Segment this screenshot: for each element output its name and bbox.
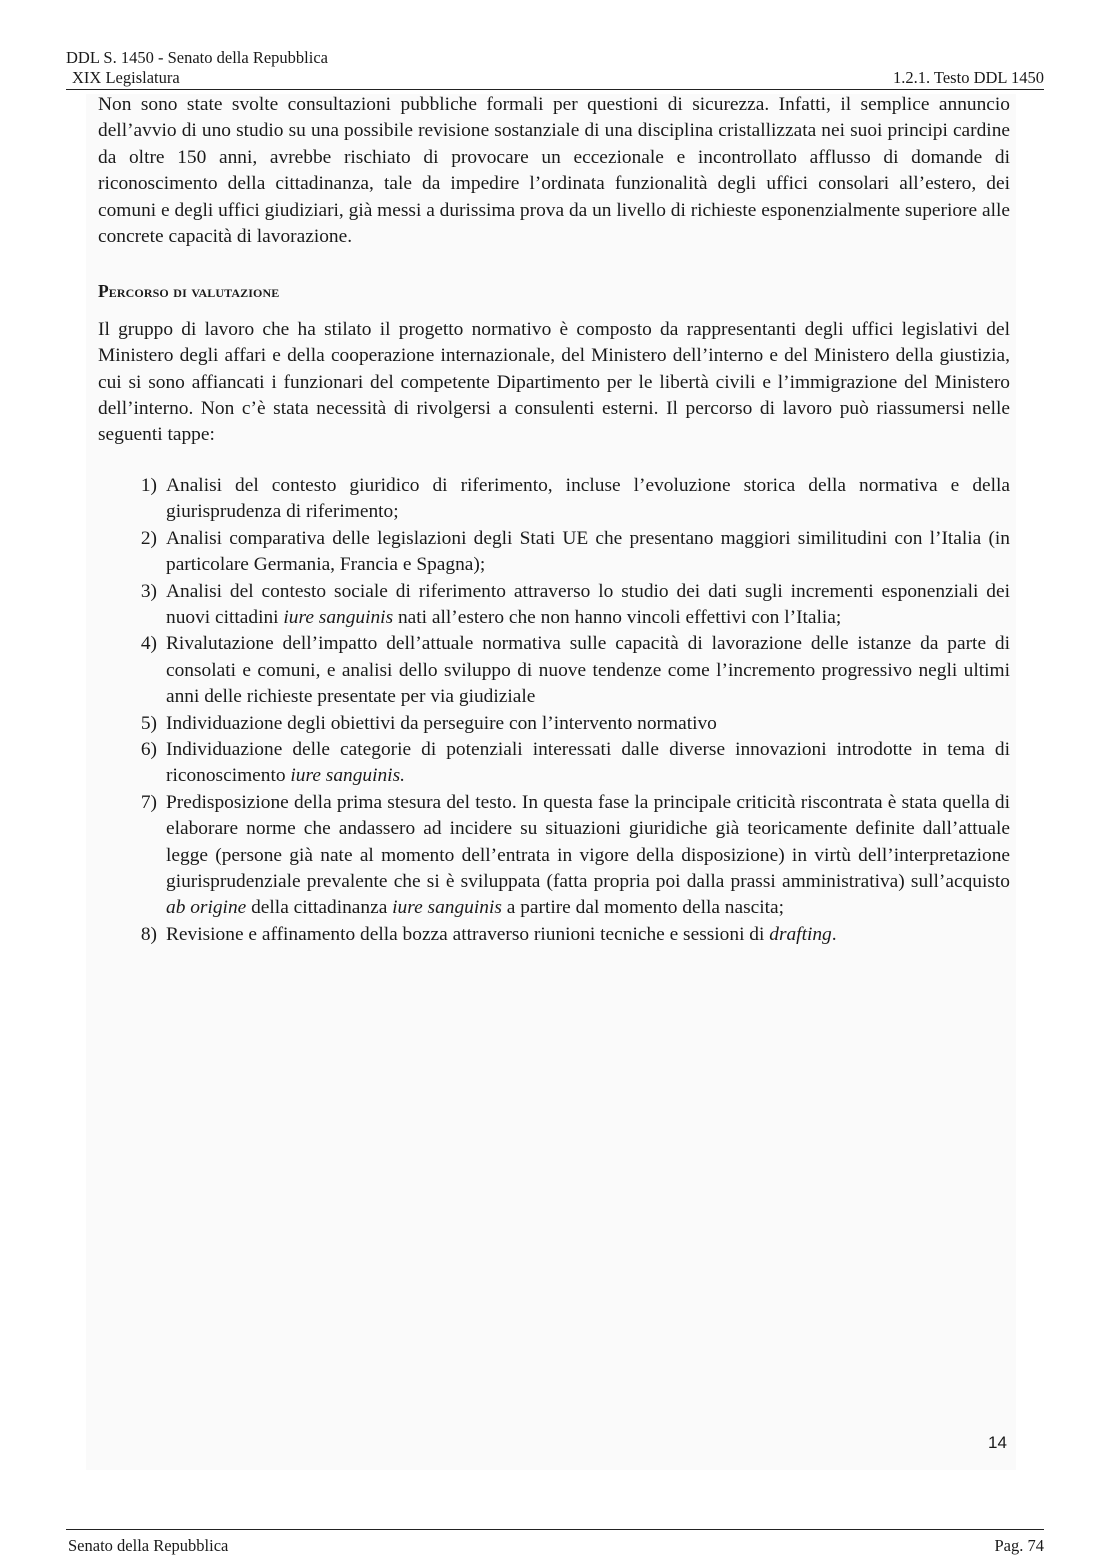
list-item-number: 6) bbox=[140, 738, 157, 760]
text-run: . bbox=[831, 923, 837, 945]
list-item-text bbox=[166, 526, 1010, 579]
section-paragraph: Il gruppo di lavoro che ha stilato il progetto normativo è composto da rappresentanti degli uffici legislativi del Ministero degli affari e della cooperazione internazionale, del Ministero dell’interno e del Ministero della giustizia, cui si sono affiancati i funzionari del competente Dipartimento per le libertà civili e l’immigrazione del Ministero dell’interno. Non c’è stata necessità di rivolgersi a consulenti esterni. Il percorso di lavoro può riassumersi nelle seguenti tappe: bbox=[98, 318, 1010, 446]
list-item-text bbox=[166, 711, 1010, 737]
list-item-text bbox=[166, 922, 1010, 948]
italic-term: iure sanguinis bbox=[283, 606, 394, 628]
list-item-number: 3) bbox=[140, 580, 157, 602]
list-item bbox=[98, 737, 1010, 790]
document-body bbox=[98, 92, 1010, 948]
list-item-text bbox=[166, 737, 1010, 790]
footer-publisher: Senato della Repubblica bbox=[68, 1536, 229, 1555]
list-item bbox=[98, 526, 1010, 579]
italic-term: iure sanguinis bbox=[392, 897, 502, 919]
list-item-number: 8) bbox=[140, 923, 157, 945]
list-item bbox=[98, 631, 1010, 710]
text-run: della cittadinanza bbox=[246, 897, 393, 919]
list-item-text bbox=[166, 790, 1010, 922]
list-item-number: 4) bbox=[140, 633, 157, 655]
list-item-number: 5) bbox=[140, 712, 157, 734]
list-item bbox=[98, 790, 1010, 922]
header-subline bbox=[66, 68, 1044, 90]
text-run: Predisposizione della prima stesura del testo. In questa fase la principale criticità riscontrata è stata quella di elaborare norme che andassero ad incidere su situazioni giuridiche già teoricamente definite dall’attuale legge (persone già nate al momento dell’entrata in vigore della disposizione) in virtù dell’interpretazione giurisprudenziale prevalente che si è sviluppata (fatta propria poi dalla prassi amministrativa) sull’acquisto bbox=[166, 791, 1010, 892]
text-run: Rivalutazione dell’impatto dell’attuale normativa sulle capacità di lavorazione delle istanze da parte di consolati e comuni, e analisi dello sviluppo di nuove tendenze come l’incremento progressivo negli ultimi anni delle richieste presentate per via giudiziale bbox=[166, 633, 1010, 708]
page-header bbox=[66, 48, 1044, 90]
steps-list bbox=[98, 473, 1010, 948]
footer-page-number: Pag. 74 bbox=[994, 1536, 1044, 1555]
list-item-number: 7) bbox=[140, 791, 157, 813]
intro-paragraph: Non sono state svolte consultazioni pubbliche formali per questioni di sicurezza. Infatti, il semplice annuncio dell’avvio di uno studio su una possibile revisione sostanziale di una disciplina cristallizzata nei suoi principi cardine da oltre 150 anni, avrebbe rischiato di provocare un eccezionale e incontrollato afflusso di domande di riconoscimento della cittadinanza, tale da impedire l’ordinata funzionalità degli uffici consolari all’estero, dei comuni e degli uffici giudiziari, già messi a durissima prova da un livello di richieste esponenzialmente superiore alle concrete capacità di lavorazione. bbox=[98, 94, 1010, 248]
inner-page-number: 14 bbox=[988, 1433, 1007, 1452]
list-item bbox=[98, 711, 1010, 737]
list-item bbox=[98, 922, 1010, 948]
list-item-number: 2) bbox=[140, 527, 157, 549]
italic-term: ab origine bbox=[166, 897, 247, 919]
text-run: Individuazione degli obiettivi da perseguire con l’intervento normativo bbox=[166, 712, 717, 734]
text-run: Analisi del contesto sociale di riferimento attraverso lo studio dei dati sugli incrementi esponenziali dei nuovi cittadini bbox=[166, 580, 1010, 628]
italic-term: iure sanguinis. bbox=[290, 765, 405, 787]
list-item-text bbox=[166, 473, 1010, 526]
italic-term: drafting bbox=[769, 923, 832, 945]
list-item-text bbox=[166, 631, 1010, 710]
list-item-number: 1) bbox=[140, 474, 157, 496]
list-item bbox=[98, 579, 1010, 632]
text-run: nati all’estero che non hanno vincoli effettivi con l’Italia; bbox=[393, 606, 842, 628]
legislature-label: XIX Legislatura bbox=[72, 68, 180, 87]
text-run: Revisione e affinamento della bozza attraverso riunioni tecniche e sessioni di bbox=[166, 923, 770, 945]
section-reference: 1.2.1. Testo DDL 1450 bbox=[892, 68, 1044, 87]
text-run: Analisi comparativa delle legislazioni degli Stati UE che presentano maggiori similitudini con l’Italia (in particolare Germania, Francia e Spagna); bbox=[166, 527, 1010, 576]
list-item bbox=[98, 473, 1010, 526]
section-heading: Percorso di valutazione bbox=[98, 281, 280, 302]
document-title: DDL S. 1450 - Senato della Repubblica bbox=[66, 48, 328, 67]
text-run: a partire dal momento della nascita; bbox=[501, 897, 785, 919]
text-run: Individuazione delle categorie di potenziali interessati dalle diverse innovazioni introdotte in tema di riconoscimento bbox=[166, 738, 1010, 787]
page-footer bbox=[66, 1529, 1044, 1556]
text-run: Analisi del contesto giuridico di riferimento, incluse l’evoluzione storica della normativa e della giurisprudenza di riferimento; bbox=[166, 474, 1010, 523]
list-item-text bbox=[166, 579, 1010, 632]
